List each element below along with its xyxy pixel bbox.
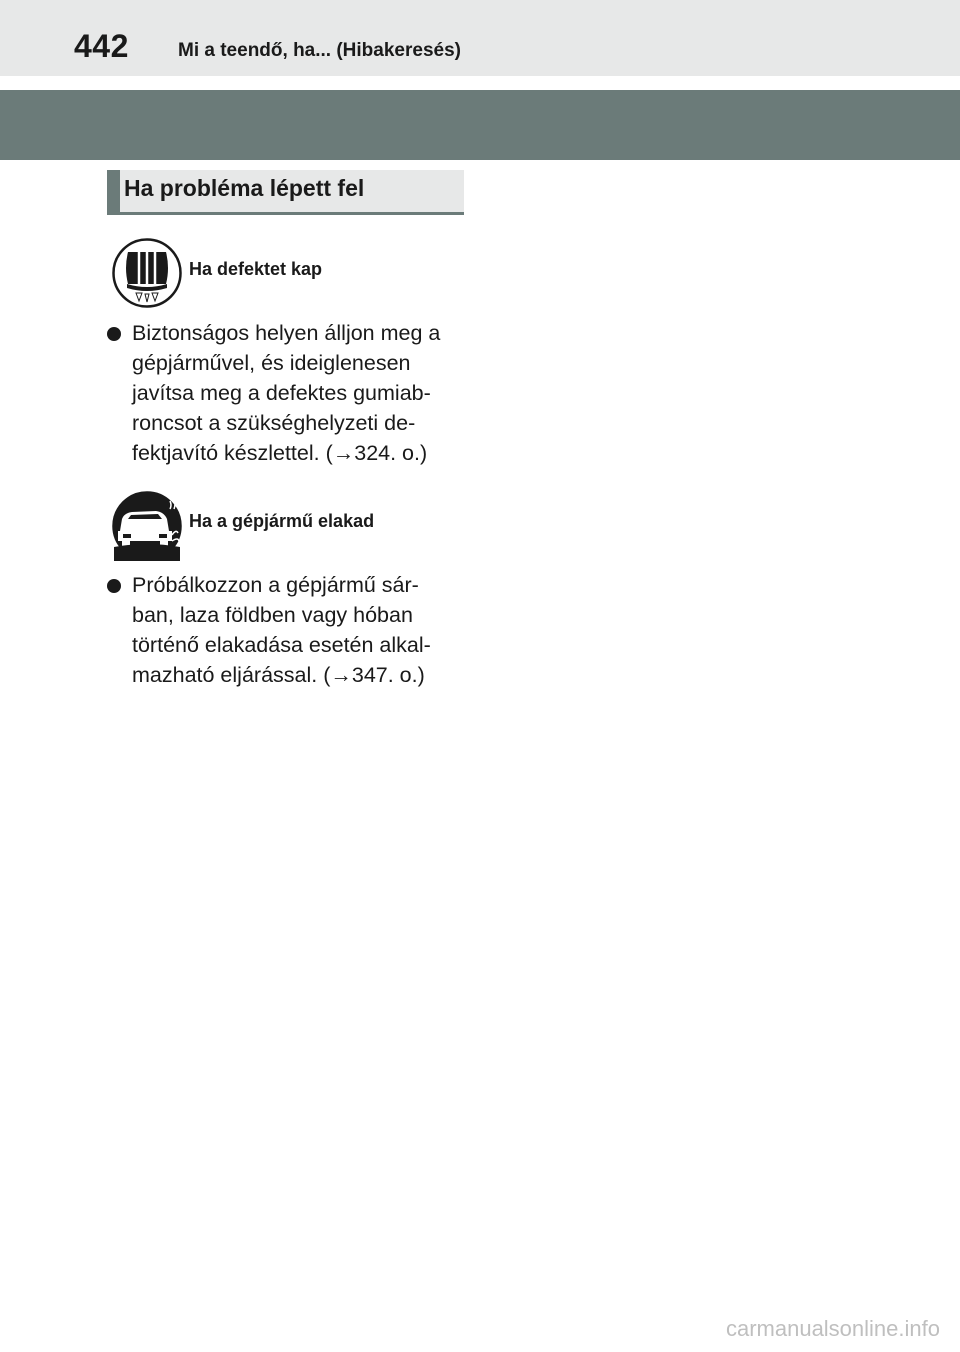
page-header xyxy=(0,0,960,76)
watermark: carmanualsonline.info xyxy=(725,1316,940,1341)
page-reference-347[interactable]: mazható eljárással. (→347. o.) xyxy=(132,663,425,687)
flat-tire-label: Ha defektet kap xyxy=(189,259,323,279)
page-number: 442 xyxy=(74,28,129,64)
section-heading xyxy=(107,170,464,215)
section-heading-text: Ha probléma lépett fel xyxy=(124,175,365,201)
bullet-icon xyxy=(107,327,121,341)
page-reference-324[interactable]: fektjavító készlettel. (→324. o.) xyxy=(132,441,428,465)
header-band xyxy=(0,90,960,160)
flat-tire-icon xyxy=(112,238,182,308)
section-heading-bar xyxy=(107,170,120,212)
stuck-vehicle-icon xyxy=(112,491,182,561)
stuck-vehicle-label: Ha a gépjármű elakad xyxy=(189,511,375,531)
list-item-text: Biztonságos helyen álljon meg a gépjárművel, és ideiglenesen javítsa meg a defektes gumiab- roncsot a szükséghelyzeti de- fektjavító készlettel. (→324. o.) xyxy=(132,318,467,468)
bullet-icon xyxy=(107,579,121,593)
running-title: Mi a teendő, ha... (Hibakeresés) xyxy=(178,40,461,61)
list-item-text: Próbálkozzon a gépjármű sár- ban, laza földben vagy hóban történő elakadása esetén alkal- mazható eljárással. (→347. o.) xyxy=(132,570,467,690)
